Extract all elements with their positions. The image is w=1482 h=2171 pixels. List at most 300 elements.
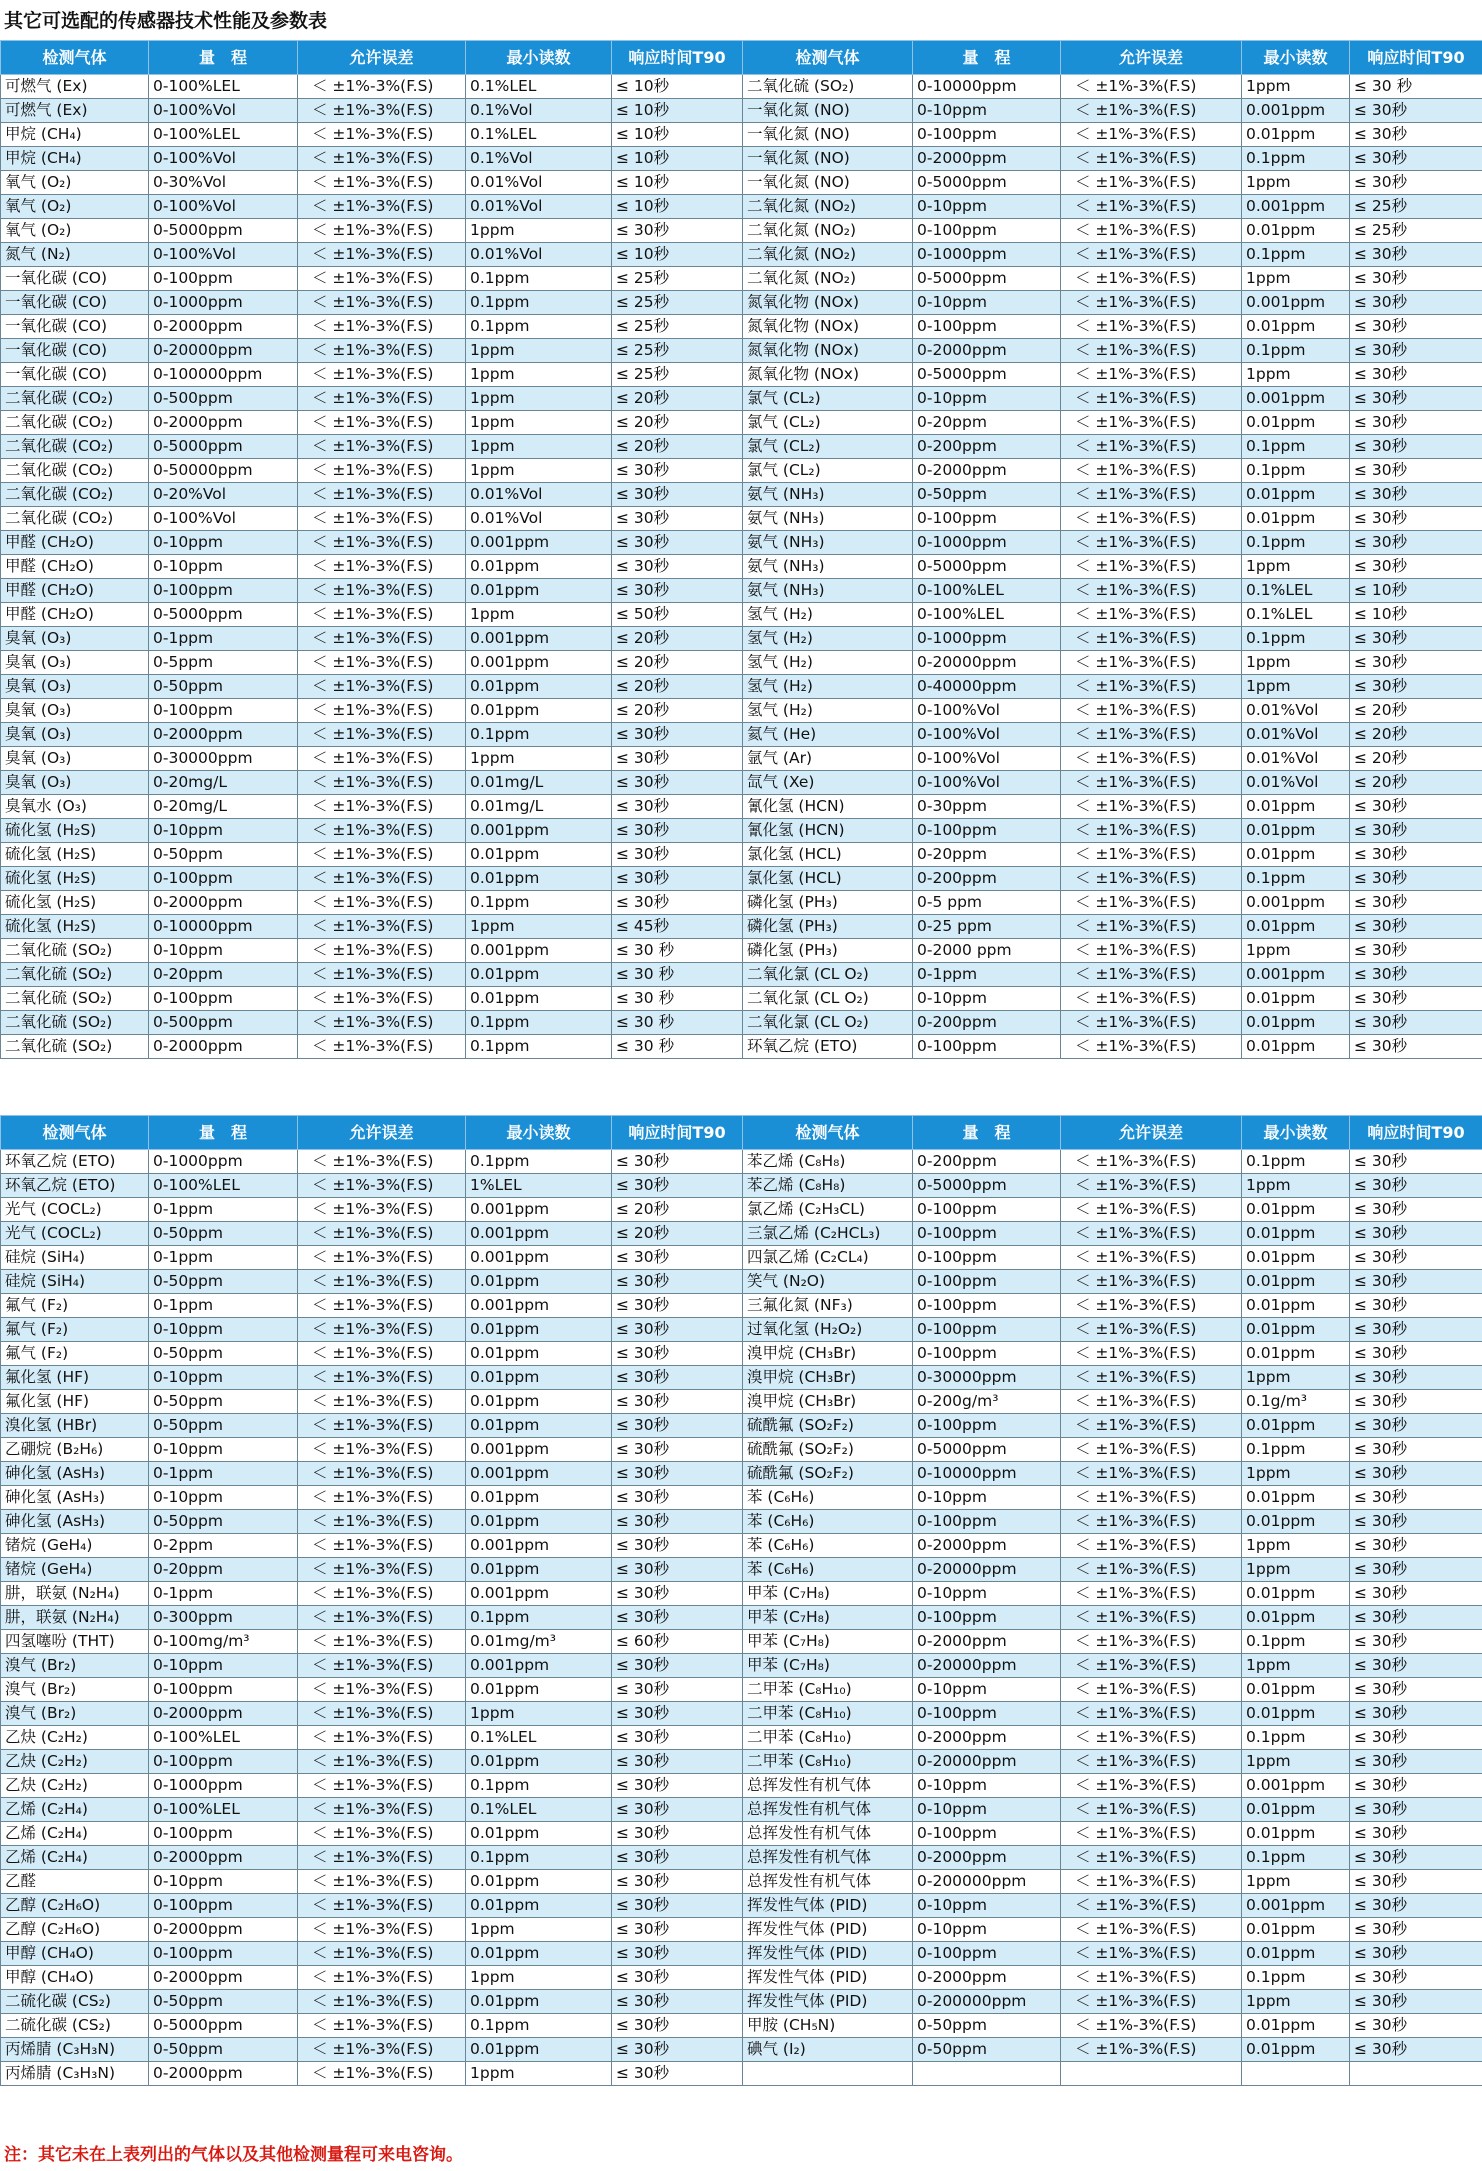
cell-range: 0-100ppm — [913, 1318, 1061, 1342]
cell-error: ＜ ±1%-3%(F.S) — [298, 1942, 466, 1966]
cell-gas: 环氧乙烷 (ETO) — [1, 1174, 149, 1198]
cell-response-time: ≤ 30秒 — [1350, 1774, 1482, 1798]
cell-gas: 甲苯 (C₇H₈) — [743, 1582, 913, 1606]
table-row — [1, 1798, 1482, 1822]
cell-range: 0-20mg/L — [149, 795, 298, 819]
cell-gas: 硫化氢 (H₂S) — [1, 819, 149, 843]
column-header-response-time: 响应时间T90 — [612, 41, 743, 75]
cell-error: ＜ ±1%-3%(F.S) — [1061, 1630, 1242, 1654]
footnote: 注：其它未在上表列出的气体以及其他检测量程可来电咨询。 — [4, 2145, 463, 2165]
column-header-gas: 检测气体 — [743, 41, 913, 75]
cell-min-reading: 0.01ppm — [1242, 1486, 1350, 1510]
cell-gas: 氩气 (Ar) — [743, 747, 913, 771]
cell-gas: 氯气 (CL₂) — [743, 387, 913, 411]
cell-error: ＜ ±1%-3%(F.S) — [1061, 987, 1242, 1011]
cell-gas: 氯气 (CL₂) — [743, 435, 913, 459]
cell-min-reading: 1ppm — [1242, 363, 1350, 387]
cell-gas: 硫化氢 (H₂S) — [1, 915, 149, 939]
cell-response-time: ≤ 30秒 — [612, 555, 743, 579]
cell-range: 0-100%LEL — [913, 603, 1061, 627]
cell-min-reading: 0.1ppm — [1242, 1726, 1350, 1750]
cell-response-time: ≤ 30秒 — [1350, 1366, 1482, 1390]
cell-error: ＜ ±1%-3%(F.S) — [298, 435, 466, 459]
cell-error: ＜ ±1%-3%(F.S) — [298, 1390, 466, 1414]
cell-error: ＜ ±1%-3%(F.S) — [1061, 771, 1242, 795]
table-row — [1, 1822, 1482, 1846]
cell-range: 0-20mg/L — [149, 771, 298, 795]
cell-min-reading: 0.001ppm — [1242, 1894, 1350, 1918]
cell-response-time: ≤ 30秒 — [612, 1750, 743, 1774]
cell-min-reading: 0.01ppm — [1242, 795, 1350, 819]
table-row — [1, 675, 1482, 699]
cell-response-time: ≤ 30秒 — [612, 1510, 743, 1534]
cell-min-reading: 0.01ppm — [466, 1942, 612, 1966]
cell-error: ＜ ±1%-3%(F.S) — [1061, 219, 1242, 243]
cell-min-reading: 0.1ppm — [466, 723, 612, 747]
cell-range: 0-200000ppm — [913, 1990, 1061, 2014]
cell-gas: 氨气 (NH₃) — [743, 555, 913, 579]
cell-response-time: ≤ 20秒 — [612, 675, 743, 699]
cell-min-reading: 0.1%LEL — [466, 1798, 612, 1822]
table-row — [1, 1678, 1482, 1702]
cell-gas: 苯 (C₆H₆) — [743, 1534, 913, 1558]
cell-min-reading: 0.001ppm — [1242, 891, 1350, 915]
cell-error: ＜ ±1%-3%(F.S) — [1061, 1702, 1242, 1726]
cell-gas: 氢气 (H₂) — [743, 699, 913, 723]
cell-range: 0-100%Vol — [149, 243, 298, 267]
cell-gas: 氢气 (H₂) — [743, 651, 913, 675]
cell-min-reading: 1ppm — [1242, 939, 1350, 963]
cell-gas: 苯乙烯 (C₈H₈) — [743, 1174, 913, 1198]
cell-error: ＜ ±1%-3%(F.S) — [298, 123, 466, 147]
cell-error: ＜ ±1%-3%(F.S) — [1061, 699, 1242, 723]
cell-response-time: ≤ 30秒 — [1350, 1294, 1482, 1318]
cell-response-time: ≤ 30秒 — [612, 867, 743, 891]
cell-error: ＜ ±1%-3%(F.S) — [298, 963, 466, 987]
cell-error: ＜ ±1%-3%(F.S) — [1061, 1654, 1242, 1678]
cell-gas: 氯化氢 (HCL) — [743, 867, 913, 891]
cell-range: 0-100ppm — [913, 1342, 1061, 1366]
cell-gas: 甲醇 (CH₄O) — [1, 1966, 149, 1990]
cell-response-time: ≤ 30秒 — [1350, 1630, 1482, 1654]
cell-range: 0-20000ppm — [913, 1558, 1061, 1582]
cell-gas: 硅烷 (SiH₄) — [1, 1270, 149, 1294]
cell-error: ＜ ±1%-3%(F.S) — [298, 387, 466, 411]
cell-min-reading: 0.1ppm — [1242, 147, 1350, 171]
cell-min-reading: 0.01ppm — [1242, 1294, 1350, 1318]
cell-gas: 甲苯 (C₇H₈) — [743, 1630, 913, 1654]
table-row — [1, 939, 1482, 963]
cell-error: ＜ ±1%-3%(F.S) — [298, 171, 466, 195]
cell-min-reading: 0.01%Vol — [1242, 699, 1350, 723]
cell-error: ＜ ±1%-3%(F.S) — [1061, 915, 1242, 939]
cell-gas: 乙烯 (C₂H₄) — [1, 1798, 149, 1822]
table-row — [1, 627, 1482, 651]
cell-error: ＜ ±1%-3%(F.S) — [298, 867, 466, 891]
cell-gas: 苯 (C₆H₆) — [743, 1486, 913, 1510]
cell-response-time: ≤ 45秒 — [612, 915, 743, 939]
cell-min-reading: 0.01ppm — [1242, 1222, 1350, 1246]
cell-error: ＜ ±1%-3%(F.S) — [1061, 603, 1242, 627]
cell-error: ＜ ±1%-3%(F.S) — [298, 1606, 466, 1630]
cell-gas: 挥发性气体 (PID) — [743, 1966, 913, 1990]
cell-error: ＜ ±1%-3%(F.S) — [298, 1510, 466, 1534]
cell-error: ＜ ±1%-3%(F.S) — [298, 1174, 466, 1198]
cell-error: ＜ ±1%-3%(F.S) — [298, 1558, 466, 1582]
table-row — [1, 1414, 1482, 1438]
cell-gas: 二氧化硫 (SO₂) — [743, 75, 913, 99]
cell-error: ＜ ±1%-3%(F.S) — [1061, 387, 1242, 411]
cell-min-reading: 0.01mg/L — [466, 771, 612, 795]
cell-gas: 溴甲烷 (CH₃Br) — [743, 1366, 913, 1390]
cell-response-time: ≤ 30 秒 — [612, 939, 743, 963]
table-row — [1, 2038, 1482, 2062]
cell-min-reading: 0.1ppm — [466, 1606, 612, 1630]
cell-response-time: ≤ 10秒 — [1350, 603, 1482, 627]
cell-response-time: ≤ 30秒 — [612, 1774, 743, 1798]
cell-gas: 甲醛 (CH₂O) — [1, 555, 149, 579]
cell-gas: 溴甲烷 (CH₃Br) — [743, 1342, 913, 1366]
cell-min-reading: 0.1ppm — [1242, 1438, 1350, 1462]
cell-error: ＜ ±1%-3%(F.S) — [1061, 795, 1242, 819]
table-row — [1, 1198, 1482, 1222]
cell-response-time: ≤ 10秒 — [612, 147, 743, 171]
table-row — [1, 867, 1482, 891]
table-row — [1, 147, 1482, 171]
cell-response-time: ≤ 30秒 — [612, 1702, 743, 1726]
cell-min-reading: 0.01ppm — [466, 867, 612, 891]
cell-gas: 溴气 (Br₂) — [1, 1702, 149, 1726]
table-row — [1, 291, 1482, 315]
cell-range: 0-1ppm — [913, 963, 1061, 987]
cell-range: 0-50000ppm — [149, 459, 298, 483]
cell-range: 0-200ppm — [913, 1150, 1061, 1174]
cell-gas: 二氧化硫 (SO₂) — [1, 939, 149, 963]
table-row — [1, 1270, 1482, 1294]
cell-response-time: ≤ 30秒 — [1350, 1035, 1482, 1059]
cell-error: ＜ ±1%-3%(F.S) — [1061, 243, 1242, 267]
cell-range: 0-100%Vol — [149, 507, 298, 531]
cell-response-time: ≤ 20秒 — [612, 627, 743, 651]
cell-min-reading: 0.01ppm — [466, 1390, 612, 1414]
cell-response-time: ≤ 30秒 — [1350, 1486, 1482, 1510]
cell-response-time: ≤ 20秒 — [612, 1198, 743, 1222]
cell-gas: 氢气 (H₂) — [743, 627, 913, 651]
cell-range: 0-50ppm — [149, 1414, 298, 1438]
cell-min-reading: 0.1ppm — [1242, 867, 1350, 891]
cell-response-time: ≤ 30秒 — [1350, 1942, 1482, 1966]
cell-response-time: ≤ 30秒 — [1350, 939, 1482, 963]
cell-response-time: ≤ 30秒 — [612, 1798, 743, 1822]
cell-response-time: ≤ 10秒 — [612, 243, 743, 267]
cell-gas: 氮氧化物 (NOx) — [743, 315, 913, 339]
cell-gas: 苯乙烯 (C₈H₈) — [743, 1150, 913, 1174]
cell-error: ＜ ±1%-3%(F.S) — [1061, 1174, 1242, 1198]
cell-range: 0-100ppm — [913, 1222, 1061, 1246]
table-row — [1, 435, 1482, 459]
table-row — [1, 1342, 1482, 1366]
cell-gas: 二甲苯 (C₈H₁₀) — [743, 1702, 913, 1726]
cell-min-reading: 1ppm — [466, 747, 612, 771]
table-row — [1, 1774, 1482, 1798]
cell-response-time: ≤ 30秒 — [612, 1318, 743, 1342]
cell-min-reading: 0.1ppm — [1242, 243, 1350, 267]
cell-response-time: ≤ 30秒 — [1350, 1438, 1482, 1462]
table-row — [1, 243, 1482, 267]
cell-response-time: ≤ 30秒 — [1350, 675, 1482, 699]
cell-range: 0-2000ppm — [913, 1966, 1061, 1990]
table-row — [1, 315, 1482, 339]
table-header-row — [1, 1116, 1482, 1150]
cell-min-reading: 1ppm — [1242, 1174, 1350, 1198]
cell-gas: 四氢噻吩 (THT) — [1, 1630, 149, 1654]
cell-gas: 甲醛 (CH₂O) — [1, 603, 149, 627]
table-row — [1, 1918, 1482, 1942]
cell-min-reading: 0.01ppm — [1242, 219, 1350, 243]
cell-range: 0-10ppm — [913, 1678, 1061, 1702]
cell-gas: 甲烷 (CH₄) — [1, 123, 149, 147]
cell-response-time: ≤ 20秒 — [612, 1222, 743, 1246]
cell-error: ＜ ±1%-3%(F.S) — [1061, 1726, 1242, 1750]
cell-min-reading: 0.1ppm — [1242, 1630, 1350, 1654]
cell-gas: 硫酰氟 (SO₂F₂) — [743, 1438, 913, 1462]
cell-response-time: ≤ 30秒 — [612, 507, 743, 531]
cell-response-time: ≤ 30秒 — [612, 1390, 743, 1414]
cell-min-reading: 1ppm — [466, 1702, 612, 1726]
cell-error: ＜ ±1%-3%(F.S) — [298, 723, 466, 747]
cell-range: 0-5000ppm — [149, 603, 298, 627]
cell-min-reading: 0.1ppm — [466, 1035, 612, 1059]
cell-gas: 氨气 (NH₃) — [743, 483, 913, 507]
cell-response-time: ≤ 30秒 — [612, 1654, 743, 1678]
cell-gas: 氮氧化物 (NOx) — [743, 363, 913, 387]
cell-range: 0-300ppm — [149, 1606, 298, 1630]
cell-range: 0-1ppm — [149, 1198, 298, 1222]
table-row — [1, 771, 1482, 795]
cell-min-reading: 0.01ppm — [1242, 1918, 1350, 1942]
cell-response-time: ≤ 30秒 — [612, 579, 743, 603]
cell-error: ＜ ±1%-3%(F.S) — [298, 1774, 466, 1798]
cell-gas: 可燃气 (Ex) — [1, 75, 149, 99]
column-header-gas: 检测气体 — [743, 1116, 913, 1150]
cell-range: 0-100%Vol — [913, 699, 1061, 723]
cell-min-reading: 0.01ppm — [466, 963, 612, 987]
cell-error: ＜ ±1%-3%(F.S) — [1061, 867, 1242, 891]
cell-min-reading: 0.01ppm — [466, 1990, 612, 2014]
cell-range: 0-100%LEL — [149, 1726, 298, 1750]
cell-response-time: ≤ 30秒 — [612, 1606, 743, 1630]
cell-min-reading: 0.1%Vol — [466, 147, 612, 171]
cell-response-time: ≤ 30秒 — [1350, 1678, 1482, 1702]
cell-min-reading: 0.1ppm — [1242, 1966, 1350, 1990]
cell-response-time: ≤ 30 秒 — [612, 1011, 743, 1035]
cell-gas: 一氧化碳 (CO) — [1, 267, 149, 291]
cell-error: ＜ ±1%-3%(F.S) — [298, 1246, 466, 1270]
cell-error: ＜ ±1%-3%(F.S) — [298, 1222, 466, 1246]
cell-range: 0-30000ppm — [149, 747, 298, 771]
cell-min-reading: 0.01%Vol — [1242, 747, 1350, 771]
cell-response-time: ≤ 30秒 — [1350, 291, 1482, 315]
cell-range: 0-25 ppm — [913, 915, 1061, 939]
table-row — [1, 1294, 1482, 1318]
cell-error: ＜ ±1%-3%(F.S) — [1061, 1534, 1242, 1558]
table-row — [1, 1750, 1482, 1774]
cell-min-reading: 0.01ppm — [466, 1894, 612, 1918]
cell-gas: 一氧化氮 (NO) — [743, 123, 913, 147]
cell-error: ＜ ±1%-3%(F.S) — [298, 219, 466, 243]
cell-error: ＜ ±1%-3%(F.S) — [1061, 1582, 1242, 1606]
cell-range: 0-2000ppm — [913, 1846, 1061, 1870]
cell-error: ＜ ±1%-3%(F.S) — [1061, 75, 1242, 99]
cell-error: ＜ ±1%-3%(F.S) — [298, 1654, 466, 1678]
cell-gas: 磷化氢 (PH₃) — [743, 891, 913, 915]
cell-response-time: ≤ 20秒 — [1350, 723, 1482, 747]
cell-range: 0-100%Vol — [149, 195, 298, 219]
cell-error: ＜ ±1%-3%(F.S) — [1061, 1150, 1242, 1174]
cell-response-time: ≤ 30秒 — [612, 795, 743, 819]
cell-range: 0-100ppm — [149, 1750, 298, 1774]
cell-response-time: ≤ 30秒 — [1350, 1918, 1482, 1942]
cell-error: ＜ ±1%-3%(F.S) — [298, 939, 466, 963]
cell-min-reading: 1ppm — [466, 435, 612, 459]
cell-response-time: ≤ 30秒 — [612, 1966, 743, 1990]
cell-min-reading: 0.1ppm — [1242, 1846, 1350, 1870]
cell-gas: 氨气 (NH₃) — [743, 507, 913, 531]
cell-range: 0-10ppm — [149, 819, 298, 843]
cell-response-time: ≤ 30秒 — [1350, 819, 1482, 843]
cell-response-time: ≤ 30秒 — [1350, 555, 1482, 579]
cell-gas: 溴气 (Br₂) — [1, 1654, 149, 1678]
cell-error: ＜ ±1%-3%(F.S) — [298, 603, 466, 627]
cell-min-reading: 0.01ppm — [466, 675, 612, 699]
cell-response-time: ≤ 30秒 — [1350, 435, 1482, 459]
cell-min-reading: 0.01ppm — [1242, 1798, 1350, 1822]
cell-error: ＜ ±1%-3%(F.S) — [298, 747, 466, 771]
cell-gas: 三氯乙烯 (C₂HCL₃) — [743, 1222, 913, 1246]
cell-gas: 二氧化碳 (CO₂) — [1, 387, 149, 411]
cell-range: 0-5ppm — [149, 651, 298, 675]
cell-range: 0-50ppm — [149, 1390, 298, 1414]
column-header-range: 量 程 — [913, 1116, 1061, 1150]
cell-gas: 二氧化碳 (CO₂) — [1, 507, 149, 531]
cell-gas: 硅烷 (SiH₄) — [1, 1246, 149, 1270]
cell-gas: 甲苯 (C₇H₈) — [743, 1654, 913, 1678]
cell-response-time: ≤ 30秒 — [1350, 459, 1482, 483]
cell-response-time: ≤ 30秒 — [1350, 267, 1482, 291]
cell-gas: 二氧化氮 (NO₂) — [743, 243, 913, 267]
cell-response-time: ≤ 30秒 — [1350, 1702, 1482, 1726]
cell-error: ＜ ±1%-3%(F.S) — [1061, 411, 1242, 435]
cell-min-reading: 0.001ppm — [466, 1438, 612, 1462]
cell-response-time: ≤ 30秒 — [612, 723, 743, 747]
cell-gas: 二甲苯 (C₈H₁₀) — [743, 1678, 913, 1702]
cell-response-time: ≤ 30秒 — [1350, 1750, 1482, 1774]
cell-error: ＜ ±1%-3%(F.S) — [298, 1726, 466, 1750]
cell-response-time: ≤ 30秒 — [1350, 1966, 1482, 1990]
cell-gas: 总挥发性有机气体 — [743, 1846, 913, 1870]
cell-range: 0-10ppm — [149, 1438, 298, 1462]
cell-response-time: ≤ 30秒 — [612, 1990, 743, 2014]
cell-error: ＜ ±1%-3%(F.S) — [1061, 1678, 1242, 1702]
cell-error: ＜ ±1%-3%(F.S) — [298, 1462, 466, 1486]
cell-gas: 二氧化硫 (SO₂) — [1, 987, 149, 1011]
cell-min-reading: 0.01ppm — [1242, 1318, 1350, 1342]
cell-min-reading: 1ppm — [1242, 171, 1350, 195]
column-header-range: 量 程 — [149, 1116, 298, 1150]
cell-error: ＜ ±1%-3%(F.S) — [298, 531, 466, 555]
cell-range: 0-2000ppm — [913, 339, 1061, 363]
cell-response-time: ≤ 30秒 — [1350, 1846, 1482, 1870]
cell-range: 0-1000ppm — [913, 627, 1061, 651]
column-header-error: 允许误差 — [1061, 41, 1242, 75]
cell-gas: 氟化氢 (HF) — [1, 1390, 149, 1414]
cell-gas: 溴气 (Br₂) — [1, 1678, 149, 1702]
cell-gas: 氧气 (O₂) — [1, 171, 149, 195]
cell-response-time: ≤ 30秒 — [612, 1414, 743, 1438]
cell-response-time: ≤ 30秒 — [1350, 1198, 1482, 1222]
cell-response-time: ≤ 20秒 — [612, 411, 743, 435]
cell-min-reading: 1ppm — [1242, 1366, 1350, 1390]
column-header-response-time: 响应时间T90 — [612, 1116, 743, 1150]
cell-min-reading: 1ppm — [1242, 675, 1350, 699]
cell-range: 0-2000ppm — [149, 1702, 298, 1726]
cell-range: 0-10ppm — [149, 1366, 298, 1390]
cell-response-time: ≤ 30秒 — [1350, 1414, 1482, 1438]
cell-gas: 氯气 (CL₂) — [743, 459, 913, 483]
cell-gas: 甲醛 (CH₂O) — [1, 579, 149, 603]
cell-response-time: ≤ 25秒 — [612, 267, 743, 291]
cell-response-time: ≤ 30秒 — [612, 219, 743, 243]
cell-response-time: ≤ 30秒 — [1350, 987, 1482, 1011]
cell-error: ＜ ±1%-3%(F.S) — [1061, 963, 1242, 987]
cell-gas: 二氧化硫 (SO₂) — [1, 1011, 149, 1035]
cell-gas: 总挥发性有机气体 — [743, 1870, 913, 1894]
cell-error: ＜ ±1%-3%(F.S) — [298, 1870, 466, 1894]
cell-gas: 二氧化硫 (SO₂) — [1, 963, 149, 987]
cell-gas: 可燃气 (Ex) — [1, 99, 149, 123]
cell-range: 0-100ppm — [149, 1822, 298, 1846]
cell-range: 0-10ppm — [913, 99, 1061, 123]
cell-error: ＜ ±1%-3%(F.S) — [298, 1798, 466, 1822]
cell-gas: 乙炔 (C₂H₂) — [1, 1750, 149, 1774]
cell-error: ＜ ±1%-3%(F.S) — [1061, 1606, 1242, 1630]
cell-min-reading: 0.1ppm — [466, 291, 612, 315]
table-row — [1, 651, 1482, 675]
cell-range: 0-100ppm — [149, 267, 298, 291]
cell-response-time: ≤ 20秒 — [612, 699, 743, 723]
cell-min-reading: 1ppm — [1242, 1462, 1350, 1486]
cell-range: 0-50ppm — [149, 1510, 298, 1534]
cell-range: 0-5000ppm — [913, 555, 1061, 579]
cell-gas: 挥发性气体 (PID) — [743, 1990, 913, 2014]
cell-range: 0-5000ppm — [149, 219, 298, 243]
cell-range: 0-10ppm — [913, 1798, 1061, 1822]
cell-response-time: ≤ 25秒 — [612, 339, 743, 363]
cell-gas: 磷化氢 (PH₃) — [743, 915, 913, 939]
cell-min-reading: 0.01%Vol — [466, 195, 612, 219]
cell-gas: 氙气 (Xe) — [743, 771, 913, 795]
cell-min-reading: 0.1ppm — [466, 315, 612, 339]
cell-range: 0-5000ppm — [913, 267, 1061, 291]
cell-response-time: ≤ 50秒 — [612, 603, 743, 627]
cell-range: 0-100ppm — [913, 1702, 1061, 1726]
cell-range: 0-200000ppm — [913, 1870, 1061, 1894]
cell-min-reading: 0.01ppm — [1242, 1678, 1350, 1702]
cell-gas: 乙醇 (C₂H₆O) — [1, 1894, 149, 1918]
cell-response-time: ≤ 30秒 — [612, 1150, 743, 1174]
cell-response-time: ≤ 30秒 — [1350, 1390, 1482, 1414]
cell-response-time: ≤ 30秒 — [1350, 507, 1482, 531]
